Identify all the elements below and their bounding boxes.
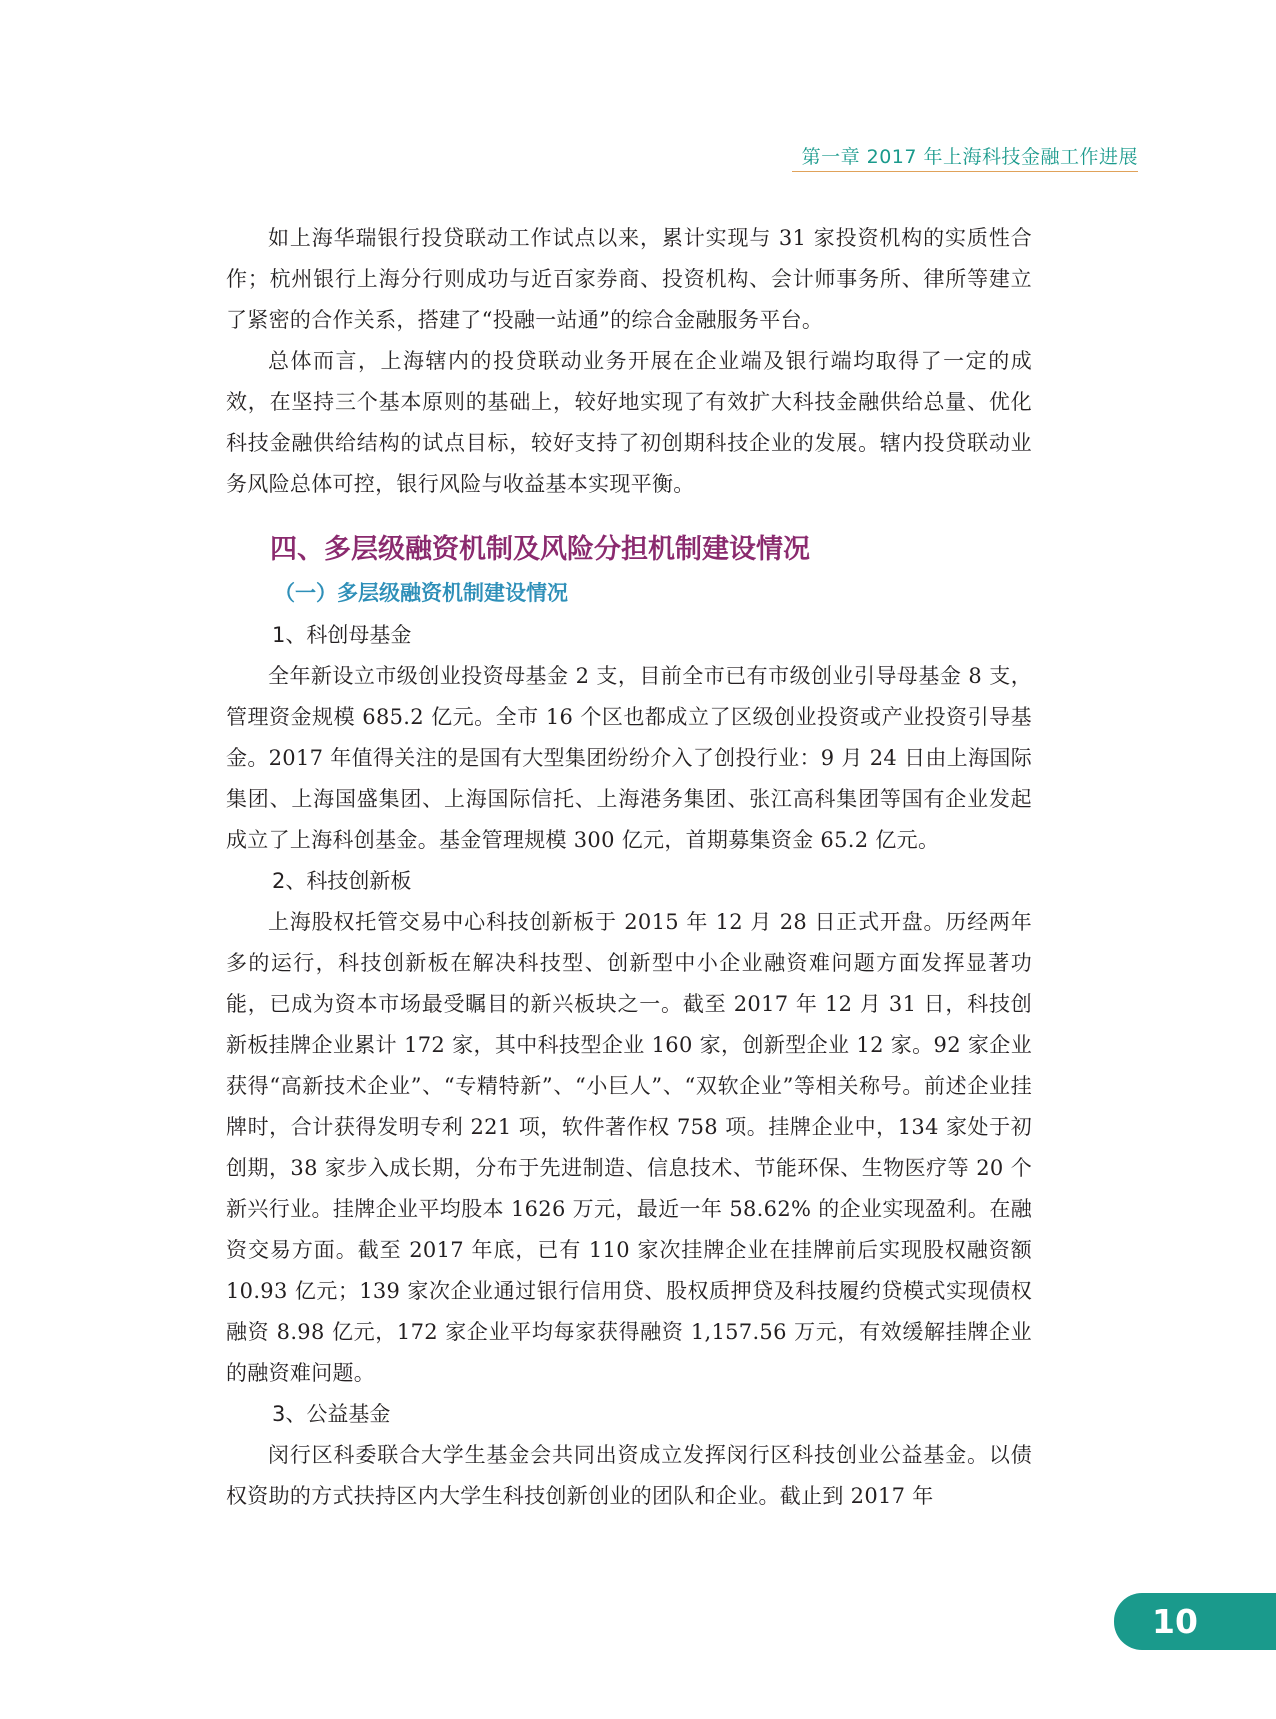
page-number: 10 (1152, 1602, 1198, 1641)
section-heading: 四、多层级融资机制及风险分担机制建设情况 (270, 534, 810, 565)
header-rule (792, 171, 1138, 172)
page-body (226, 218, 1032, 1517)
paragraph: 总体而言，上海辖内的投贷联动业务开展在企业端及银行端均取得了一定的成效，在坚持三个基本原则的基础上，较好地实现了有效扩大科技金融供给总量、优化科技金融供给结构的试点目标，较好支持了初创期科技企业的发展。辖内投贷联动业务风险总体可控，银行风险与收益基本实现平衡。 (226, 349, 1032, 496)
item-heading: 2、科技创新板 (272, 869, 412, 893)
paragraph: 全年新设立市级创业投资母基金 2 支，目前全市已有市级创业引导母基金 8 支，管理资金规模 685.2 亿元。全市 16 个区也都成立了区级创业投资或产业投资引导基金。2017 年值得关注的是国有大型集团纷纷介入了创投行业：9 月 24 日由上海国际集团、上海国盛集团、上海国际信托、上海港务集团、张江高科集团等国有企业发起成立了上海科创基金。基金管理规模 300 亿元，首期募集资金 65.2 亿元。 (226, 664, 1032, 852)
paragraph: 上海股权托管交易中心科技创新板于 2015 年 12 月 28 日正式开盘。历经两年多的运行，科技创新板在解决科技型、创新型中小企业融资难问题方面发挥显著功能，已成为资本市场最受瞩目的新兴板块之一。截至 2017 年 12 月 31 日，科技创新板挂牌企业累计 172 家，其中科技型企业 160 家，创新型企业 12 家。92 家企业获得“高新技术企业”、“专精特新”、“小巨人”、“双软企业”等相关称号。前述企业挂牌时，合计获得发明专利 221 项，软件著作权 758 项。挂牌企业中，134 家处于初创期，38 家步入成长期，分布于先进制造、信息技术、节能环保、生物医疗等 20 个新兴行业。挂牌企业平均股本 1626 万元，最近一年 58.62% 的企业实现盈利。在融资交易方面。截至 2017 年底，已有 110 家次挂牌企业在挂牌前后实现股权融资额 10.93 亿元；139 家次企业通过银行信用贷、股权质押贷及科技履约贷模式实现债权融资 8.98 亿元，172 家企业平均每家获得融资 1,157.56 万元，有效缓解挂牌企业的融资难问题。 (226, 910, 1032, 1385)
paragraph: 如上海华瑞银行投贷联动工作试点以来，累计实现与 31 家投资机构的实质性合作；杭州银行上海分行则成功与近百家券商、投资机构、会计师事务所、律所等建立了紧密的合作关系，搭建了“投融一站通”的综合金融服务平台。 (226, 226, 1032, 332)
subsection-heading: （一）多层级融资机制建设情况 (274, 581, 568, 605)
item-heading: 3、公益基金 (272, 1402, 391, 1426)
paragraph: 闵行区科委联合大学生基金会共同出资成立发挥闵行区科技创业公益基金。以债权资助的方式扶持区内大学生科技创新创业的团队和企业。截止到 2017 年 (226, 1443, 1032, 1508)
item-heading: 1、科创母基金 (272, 623, 412, 647)
page-number-tab (1114, 1593, 1276, 1650)
running-header: 第一章 2017 年上海科技金融工作进展 (801, 146, 1138, 168)
